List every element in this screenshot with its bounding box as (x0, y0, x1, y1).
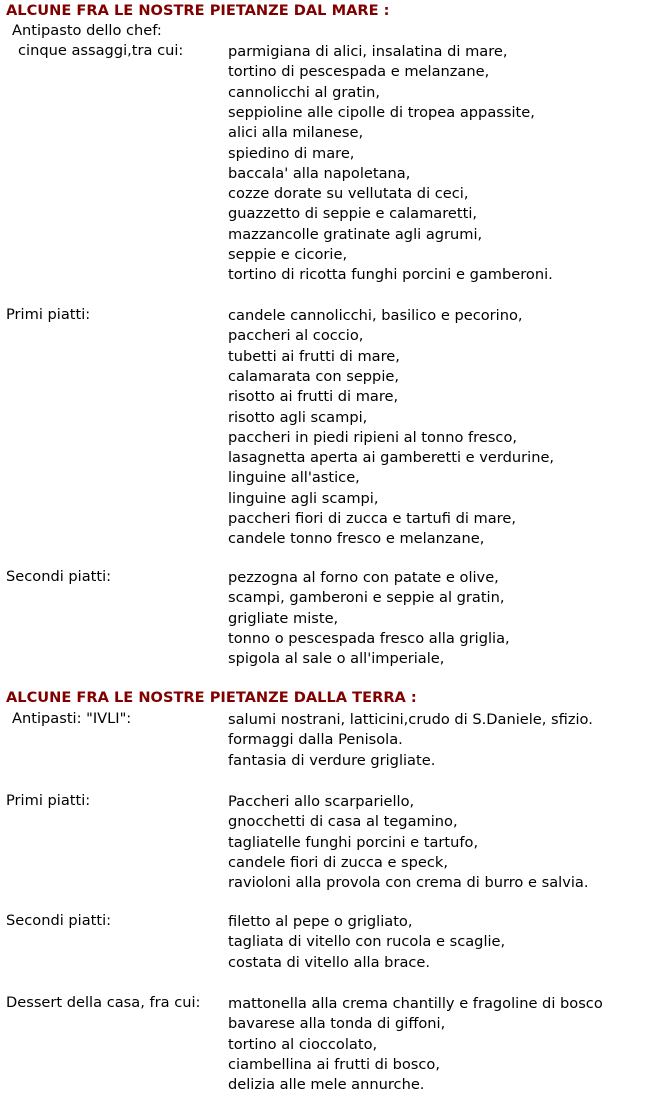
menu-item: spigola al sale o all'imperiale, (228, 650, 445, 667)
menu-item: tagliata di vitello con rucola e scaglie, (228, 933, 506, 950)
menu-item: cannolicchi al gratin, (228, 84, 381, 101)
menu-item: tortino di ricotta funghi porcini e gamberoni. (228, 266, 553, 283)
menu-item: tortino di pescespada e melanzane, (228, 63, 490, 80)
menu-item: tubetti ai frutti di mare, (228, 348, 400, 365)
menu-item: ravioloni alla provola con crema di burro e salvia. (228, 874, 589, 891)
menu-item: bavarese alla tonda di giffoni, (228, 1015, 446, 1032)
menu-item: mazzancolle gratinate agli agrumi, (228, 226, 483, 243)
menu-item: tortino al cioccolato, (228, 1036, 378, 1053)
menu-item: baccala' alla napoletana, (228, 165, 411, 182)
menu-item: pezzogna al forno con patate e olive, (228, 569, 499, 586)
land-secondi-label: Secondi piatti: (6, 912, 112, 929)
menu-item: risotto agli scampi, (228, 409, 368, 426)
menu-item: salumi nostrani, latticini,crudo di S.Daniele, sfizio. (228, 711, 593, 728)
sea-secondi-label: Secondi piatti: (6, 568, 112, 585)
menu-item: gnocchetti di casa al tegamino, (228, 813, 458, 830)
menu-item: seppioline alle cipolle di tropea appassite, (228, 104, 535, 121)
menu-item: guazzetto di seppie e calamaretti, (228, 205, 478, 222)
menu-item: fantasia di verdure grigliate. (228, 752, 436, 769)
menu-item: spiedino di mare, (228, 145, 355, 162)
menu-item: paccheri fiori di zucca e tartufi di mare, (228, 510, 516, 527)
menu-item: ciambellina ai frutti di bosco, (228, 1056, 440, 1073)
menu-item: mattonella alla crema chantilly e fragoline di bosco (228, 995, 603, 1012)
menu-item: alici alla milanese, (228, 124, 364, 141)
menu-item: parmigiana di alici, insalatina di mare, (228, 43, 508, 60)
menu-item: tonno o pescespada fresco alla griglia, (228, 630, 510, 647)
menu-item: paccheri al coccio, (228, 327, 364, 344)
menu-item: grigliate miste, (228, 610, 339, 627)
menu-item: cozze dorate su vellutata di ceci, (228, 185, 469, 202)
menu-item: filetto al pepe o grigliato, (228, 913, 413, 930)
menu-item: delizia alle mele annurche. (228, 1076, 425, 1093)
menu-item: scampi, gamberoni e seppie al gratin, (228, 589, 505, 606)
land-primi-label: Primi piatti: (6, 792, 91, 809)
menu-item: formaggi dalla Penisola. (228, 731, 403, 748)
menu-item: tagliatelle funghi porcini e tartufo, (228, 834, 479, 851)
sea-antipasto-label: Antipasto dello chef: (12, 22, 162, 39)
sea-antipasto-sublabel: cinque assaggi,tra cui: (18, 42, 184, 59)
menu-item: calamarata con seppie, (228, 368, 399, 385)
sea-heading: ALCUNE FRA LE NOSTRE PIETANZE DAL MARE : (6, 2, 390, 19)
menu-item: risotto ai frutti di mare, (228, 388, 399, 405)
land-antipasti-label: Antipasti: "IVLI": (12, 710, 132, 727)
menu-item: candele tonno fresco e melanzane, (228, 530, 485, 547)
menu-item: paccheri in piedi ripieni al tonno fresco, (228, 429, 518, 446)
menu-item: candele fiori di zucca e speck, (228, 854, 449, 871)
menu-item: candele cannolicchi, basilico e pecorino, (228, 307, 523, 324)
menu-item: linguine all'astice, (228, 469, 360, 486)
menu-item: costata di vitello alla brace. (228, 954, 431, 971)
menu-item: linguine agli scampi, (228, 490, 379, 507)
land-dessert-label: Dessert della casa, fra cui: (6, 994, 201, 1011)
menu-item: Paccheri allo scarpariello, (228, 793, 415, 810)
menu-item: lasagnetta aperta ai gamberetti e verdurine, (228, 449, 555, 466)
land-heading: ALCUNE FRA LE NOSTRE PIETANZE DALLA TERRA : (6, 689, 417, 706)
menu-item: seppie e cicorie, (228, 246, 348, 263)
sea-primi-label: Primi piatti: (6, 306, 91, 323)
